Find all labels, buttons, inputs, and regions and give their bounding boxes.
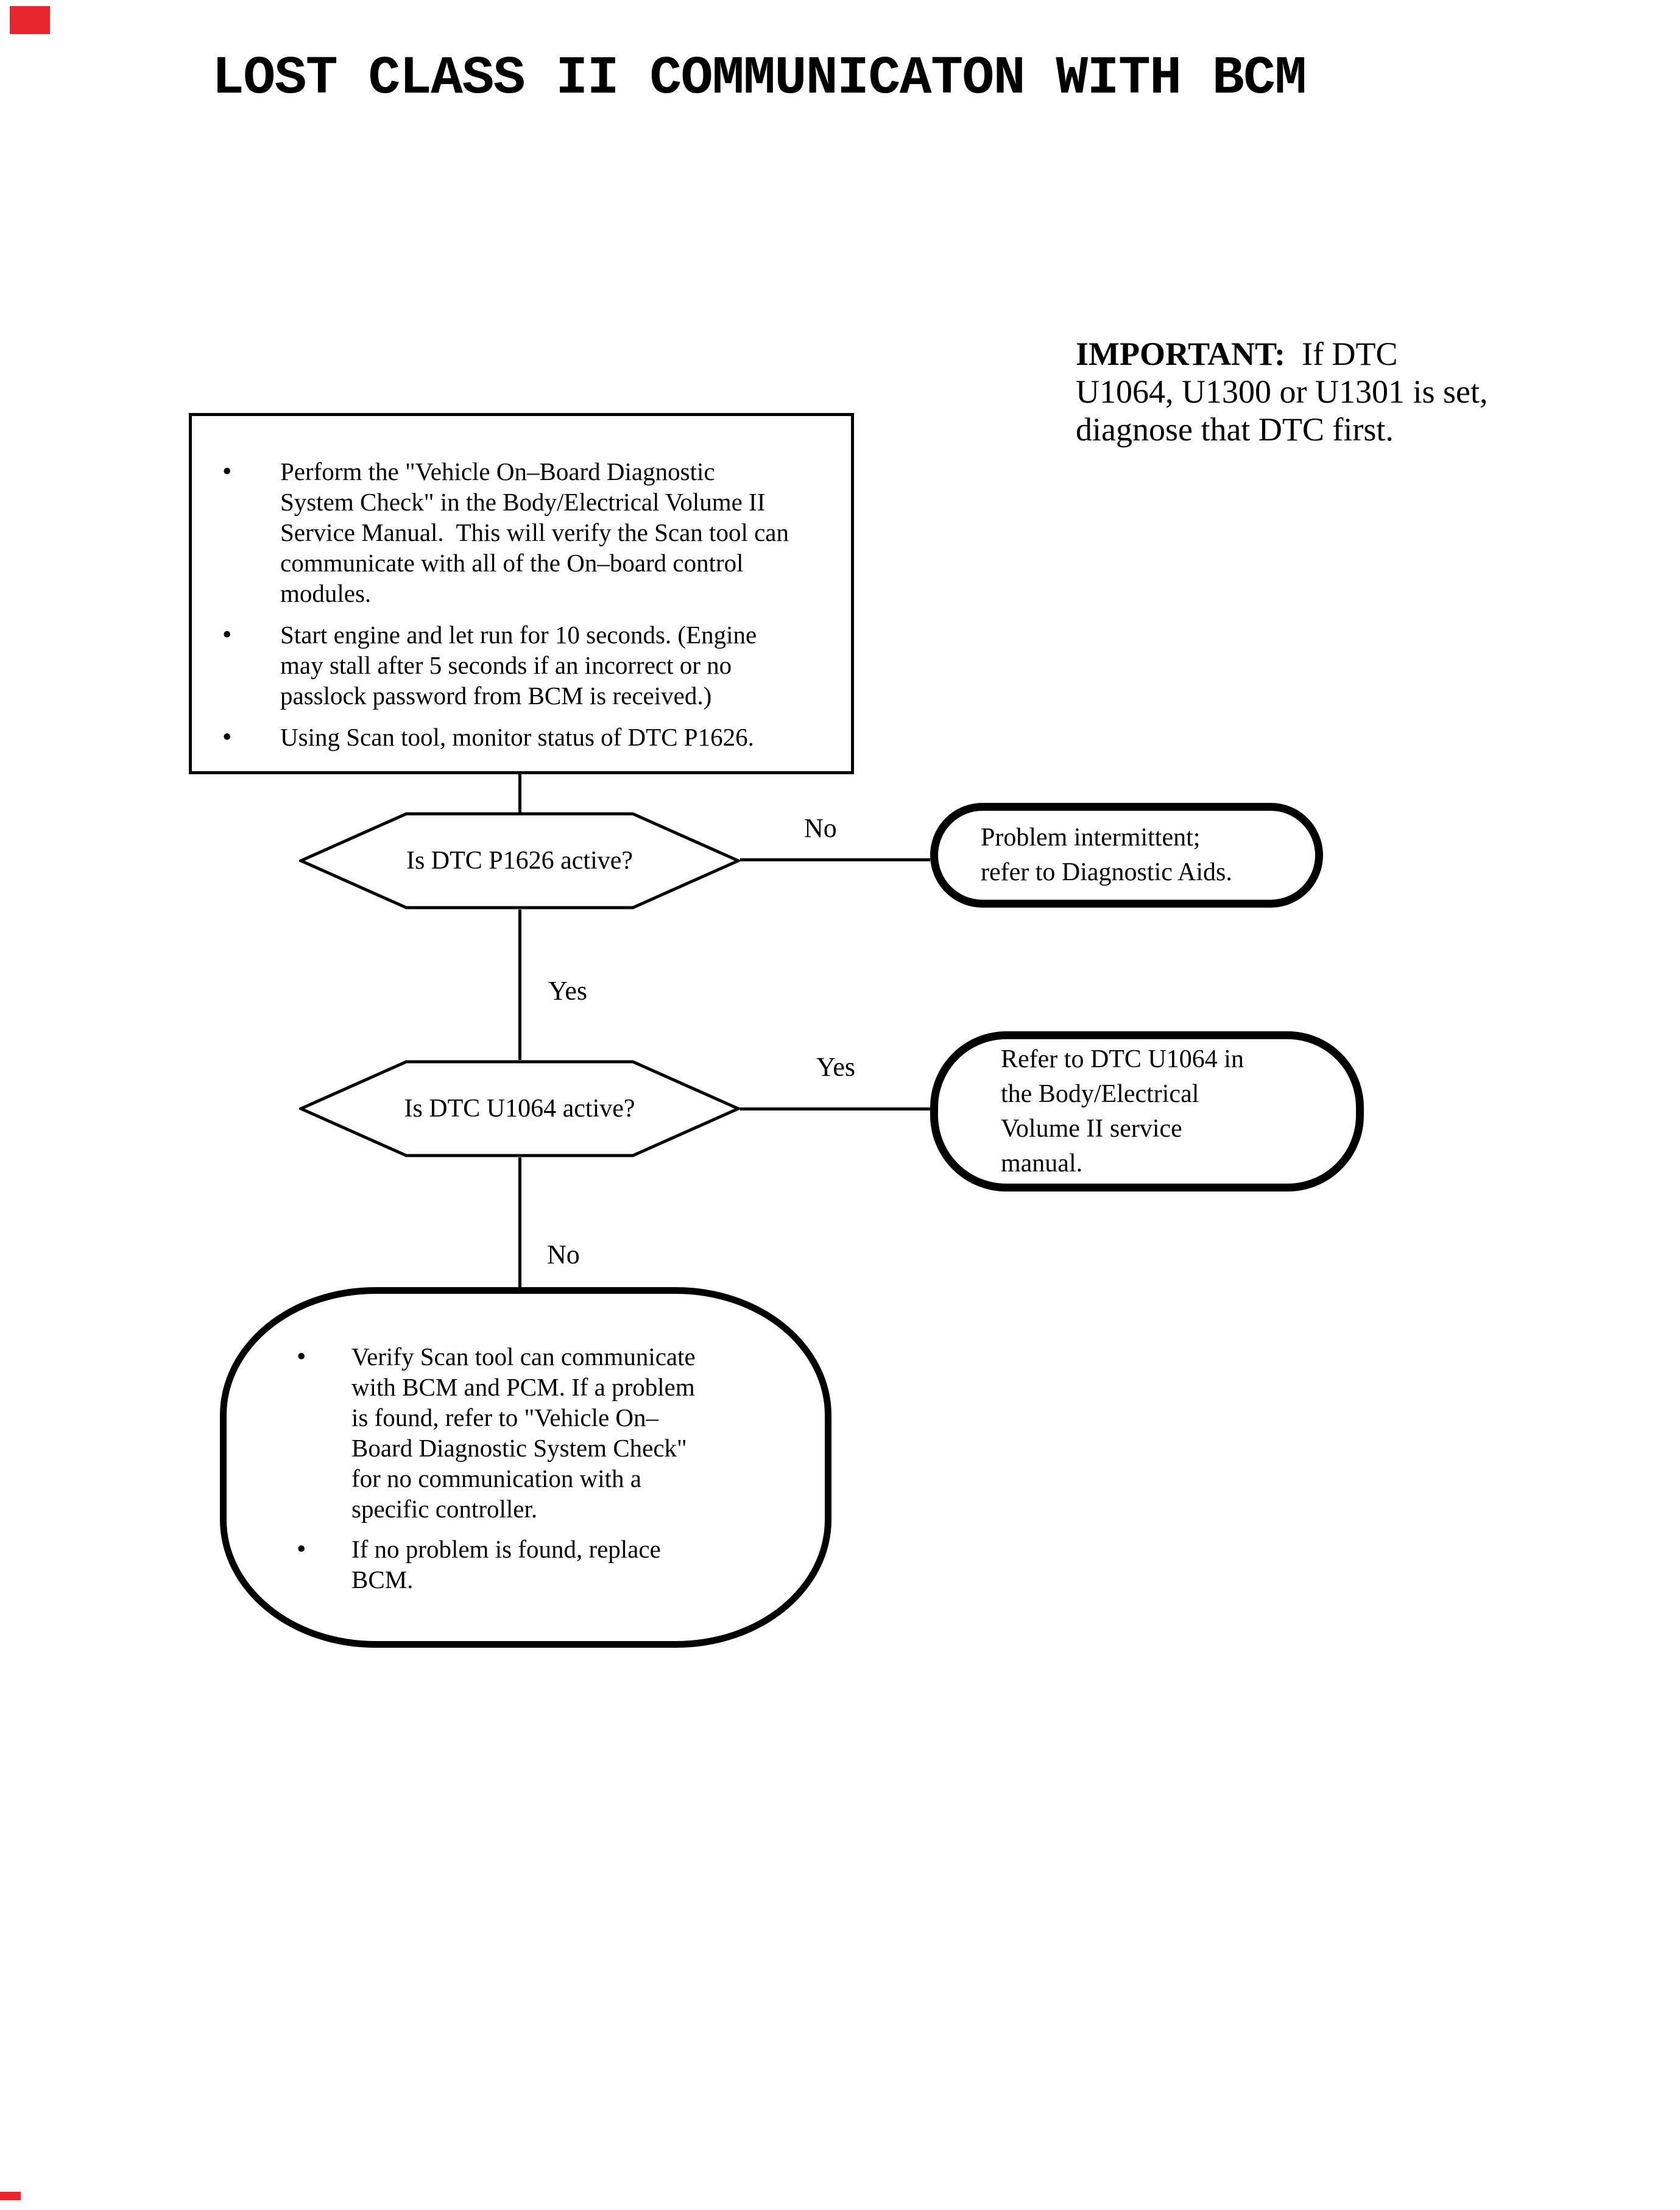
decision2-yes-label: Yes — [816, 1052, 856, 1082]
list-item — [222, 620, 833, 711]
bullet-icon: • — [222, 620, 232, 649]
instruction-text: Perform the "Vehicle On–Board Diagnostic System Check" in the Body/Electrical Volume II Service Manual. This will verify the Scan tool can communicate with all of the On–board control modules. — [280, 457, 789, 607]
action-text: Verify Scan tool can communicate with BCM and PCM. If a problem is found, refer to "Vehicle On– Board Diagnostic System Check" for no communication with a specific controller. — [351, 1343, 696, 1523]
important-note-line3: diagnose that DTC first. — [1076, 411, 1394, 448]
decision-u1064 — [299, 1060, 740, 1157]
terminal-refer-u1064 — [930, 1031, 1364, 1191]
list-item — [297, 1534, 813, 1595]
bullet-icon: • — [222, 456, 232, 486]
decision-p1626 — [299, 812, 740, 909]
important-label: IMPORTANT: — [1076, 336, 1286, 372]
decision2-no-label: No — [547, 1240, 580, 1269]
corner-mark-bottom-left — [0, 2192, 21, 2200]
start-instructions-list — [192, 416, 851, 752]
important-note — [1076, 335, 1551, 448]
decision1-no-label: No — [804, 813, 837, 843]
connector-decision1-yes — [518, 909, 521, 1060]
list-item — [222, 456, 833, 609]
connector-decision2-no — [518, 1157, 521, 1288]
action-list — [227, 1294, 825, 1595]
action-verify-replace-box — [220, 1287, 831, 1648]
decision1-yes-label: Yes — [548, 976, 588, 1006]
bullet-icon: • — [297, 1341, 306, 1371]
connector-decision1-no — [740, 858, 930, 861]
important-line1-rest: If DTC — [1302, 336, 1398, 372]
list-item — [222, 722, 833, 752]
bullet-icon: • — [297, 1534, 306, 1564]
terminal-problem-intermittent — [930, 803, 1323, 908]
important-note-line1 — [1076, 335, 1551, 373]
decision-u1064-question: Is DTC U1064 active? — [404, 1095, 635, 1123]
bullet-icon: • — [222, 722, 232, 752]
page-title: LOST CLASS II COMMUNICATON WITH BCM — [212, 49, 1306, 109]
instruction-text: Using Scan tool, monitor status of DTC P1626. — [280, 723, 754, 751]
action-text: If no problem is found, replace BCM. — [351, 1535, 661, 1594]
corner-mark-top-left — [10, 6, 50, 34]
connector-decision2-yes — [740, 1107, 930, 1110]
important-note-line2: U1064, U1300 or U1301 is set, — [1076, 373, 1488, 410]
decision-p1626-question: Is DTC P1626 active? — [406, 847, 634, 875]
instruction-text: Start engine and let run for 10 seconds. (Engine may stall after 5 seconds if an incorrect or no passlock password from BCM is received.) — [280, 621, 757, 710]
terminal-problem-intermittent-text: Problem intermittent; refer to Diagnostic Aids. — [981, 824, 1232, 886]
connector-start-to-decision1 — [518, 774, 521, 813]
list-item — [297, 1341, 813, 1524]
start-instructions-box — [189, 413, 854, 774]
terminal-refer-u1064-text: Refer to DTC U1064 in the Body/Electrical Volume II service manual. — [1001, 1045, 1244, 1177]
